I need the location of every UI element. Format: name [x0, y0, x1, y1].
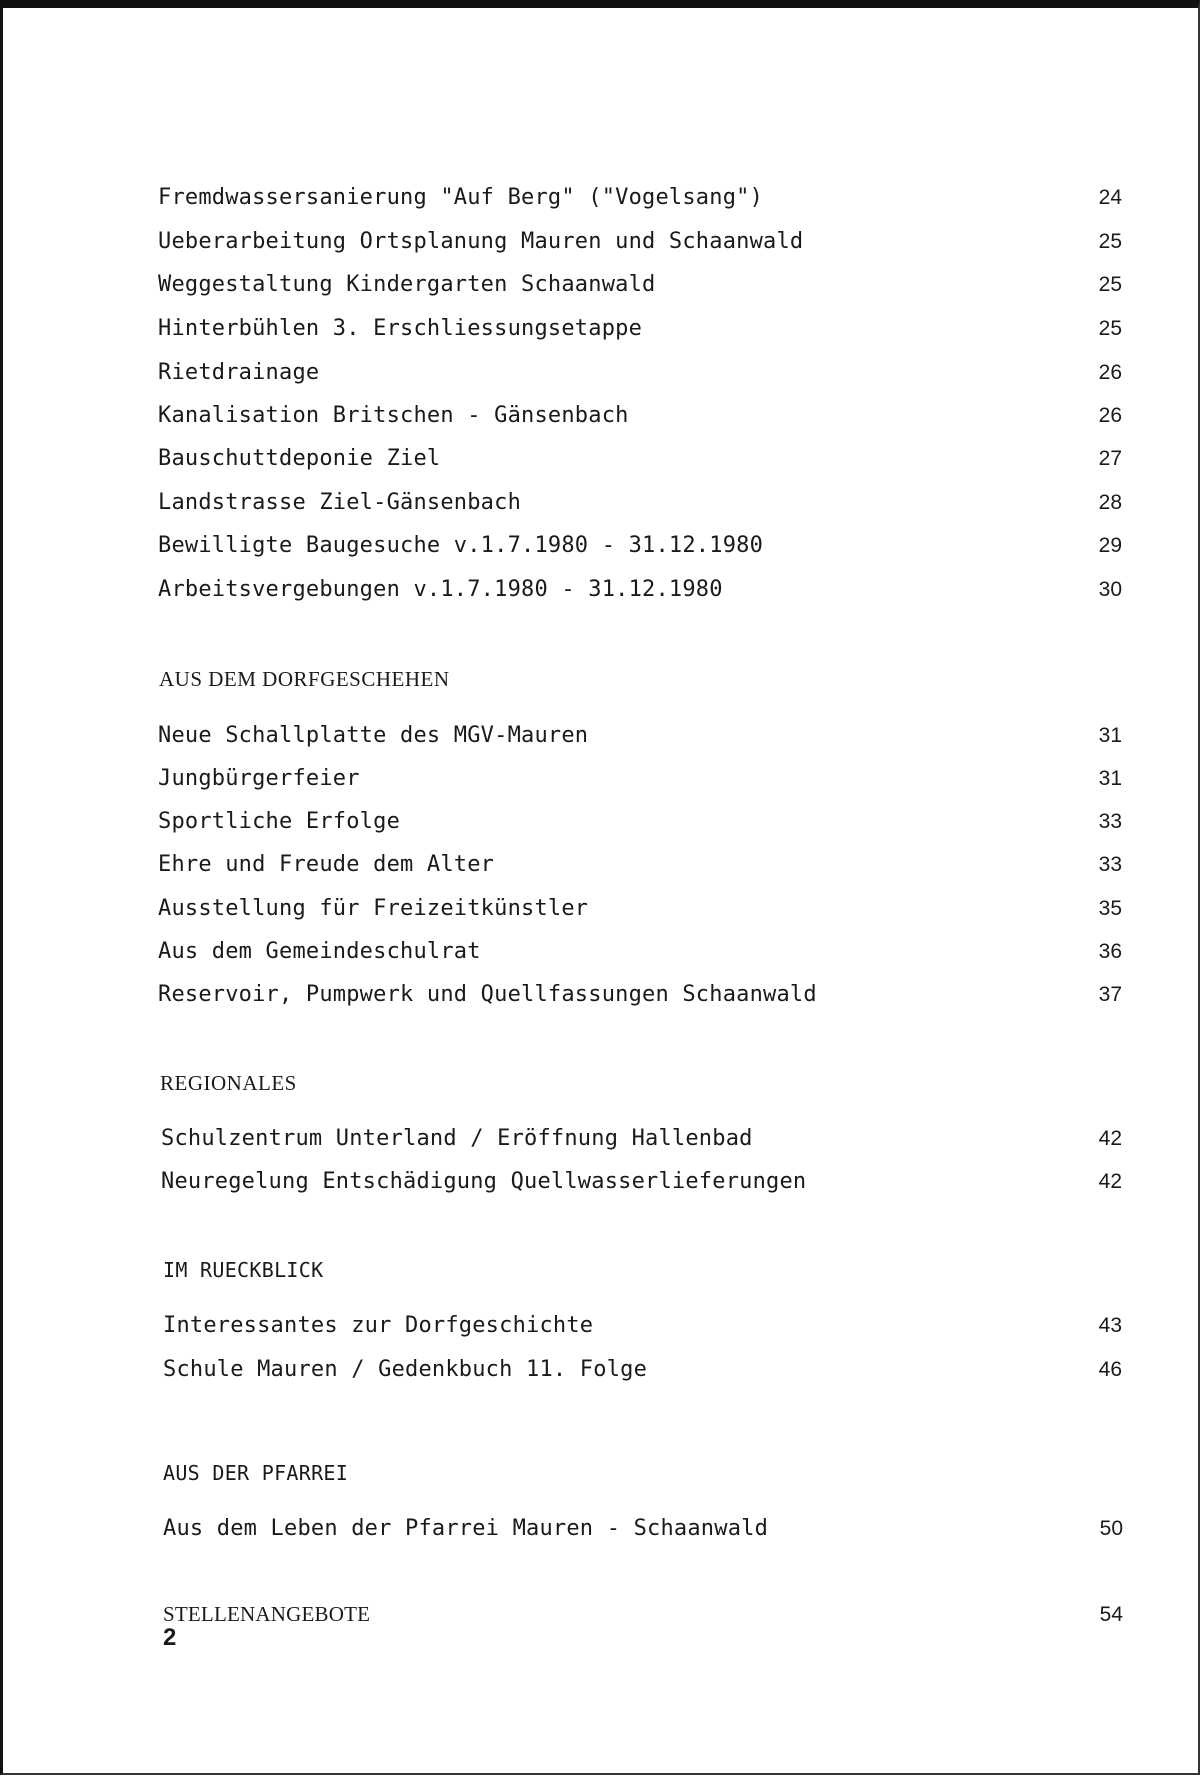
toc-entry: [158, 489, 1122, 517]
section-heading: AUS DEM DORFGESCHEHEN: [159, 667, 450, 691]
toc-entry-page: 36: [1098, 940, 1122, 963]
toc-entry-page: 29: [1098, 534, 1122, 557]
toc-entry: [161, 1168, 1122, 1196]
toc-entry-page: 37: [1098, 983, 1122, 1006]
toc-entry-page: 33: [1098, 853, 1122, 876]
toc-entry-title: Landstrasse Ziel-Gänsenbach: [158, 490, 522, 515]
toc-entry: [158, 184, 1122, 212]
toc-entry-page: 24: [1098, 186, 1122, 209]
toc-entry-page: 54: [1099, 1603, 1123, 1626]
toc-entry-title: Reservoir, Pumpwerk und Quellfassungen Schaanwald: [158, 982, 817, 1007]
toc-entry: [158, 851, 1122, 879]
toc-entry-page: 25: [1098, 230, 1122, 253]
toc-entry-page: 33: [1098, 810, 1122, 833]
toc-entry: [158, 402, 1122, 430]
toc-entry-title: Aus dem Leben der Pfarrei Mauren - Schaanwald: [163, 1516, 769, 1541]
toc-entry-title: Aus dem Gemeindeschulrat: [158, 939, 481, 964]
toc-entry-title: Ehre und Freude dem Alter: [158, 852, 495, 877]
toc-entry: [158, 722, 1122, 750]
toc-entry-page: 25: [1098, 317, 1122, 340]
toc-entry-title: Neue Schallplatte des MGV-Mauren: [158, 723, 589, 748]
toc-entry-title: Interessantes zur Dorfgeschichte: [163, 1313, 594, 1338]
toc-entry: [163, 1600, 1123, 1629]
toc-entry-page: 35: [1098, 897, 1122, 920]
toc-entry-title: Sportliche Erfolge: [158, 809, 401, 834]
toc-entry-page: 30: [1098, 578, 1122, 601]
toc-entry: [158, 228, 1122, 256]
toc-entry-page: 28: [1098, 491, 1122, 514]
toc-entry: [163, 1515, 1123, 1543]
toc-entry: [158, 808, 1122, 836]
toc-entry: [161, 1125, 1122, 1153]
section-heading: IM RUECKBLICK: [163, 1258, 324, 1282]
toc-entry-title: Bewilligte Baugesuche v.1.7.1980 - 31.12.1980: [158, 533, 764, 558]
toc-entry-title: Bauschuttdeponie Ziel: [158, 446, 441, 471]
toc-entry: [158, 938, 1122, 966]
toc-entry-page: 42: [1098, 1170, 1122, 1193]
table-of-contents: [3, 8, 1200, 1783]
toc-entry-page: 26: [1098, 361, 1122, 384]
toc-entry-title: Arbeitsvergebungen v.1.7.1980 - 31.12.1980: [158, 577, 723, 602]
toc-entry: [158, 445, 1122, 473]
toc-entry-title: Ueberarbeitung Ortsplanung Mauren und Schaanwald: [158, 229, 804, 254]
toc-entry-title: Schule Mauren / Gedenkbuch 11. Folge: [163, 1357, 648, 1382]
toc-entry-title: Ausstellung für Freizeitkünstler: [158, 896, 589, 921]
toc-entry: [158, 532, 1122, 560]
toc-entry-page: 43: [1098, 1314, 1122, 1337]
toc-entry-page: 46: [1098, 1358, 1122, 1381]
toc-entry: [158, 576, 1122, 604]
toc-entry-title: Kanalisation Britschen - Gänsenbach: [158, 403, 629, 428]
toc-entry: [158, 359, 1122, 387]
toc-entry: [158, 271, 1122, 299]
toc-entry-title: Neuregelung Entschädigung Quellwasserlieferungen: [161, 1169, 807, 1194]
toc-entry-title: STELLENANGEBOTE: [163, 1602, 371, 1626]
toc-entry: [158, 895, 1122, 923]
section-heading: AUS DER PFARREI: [163, 1461, 349, 1485]
toc-entry-page: 26: [1098, 404, 1122, 427]
toc-entry-title: Jungbürgerfeier: [158, 766, 360, 791]
toc-entry-title: Schulzentrum Unterland / Eröffnung Hallenbad: [161, 1126, 753, 1151]
section-heading: REGIONALES: [160, 1071, 297, 1095]
toc-entry: [163, 1312, 1122, 1340]
toc-entry-page: 42: [1098, 1127, 1122, 1150]
toc-entry: [158, 981, 1122, 1009]
toc-entry: [163, 1356, 1122, 1384]
toc-entry-title: Fremdwassersanierung "Auf Berg" ("Vogelsang"): [158, 185, 764, 210]
toc-entry: [158, 315, 1122, 343]
toc-entry-page: 31: [1098, 767, 1122, 790]
toc-entry-title: Hinterbühlen 3. Erschliessungsetappe: [158, 316, 643, 341]
toc-entry-page: 27: [1098, 447, 1122, 470]
page-number: 2: [163, 1624, 177, 1651]
toc-entry-page: 50: [1099, 1517, 1123, 1540]
toc-entry: [158, 765, 1122, 793]
toc-entry-title: Weggestaltung Kindergarten Schaanwald: [158, 272, 656, 297]
toc-entry-title: Rietdrainage: [158, 360, 320, 385]
toc-entry-page: 25: [1098, 273, 1122, 296]
toc-entry-page: 31: [1098, 724, 1122, 747]
